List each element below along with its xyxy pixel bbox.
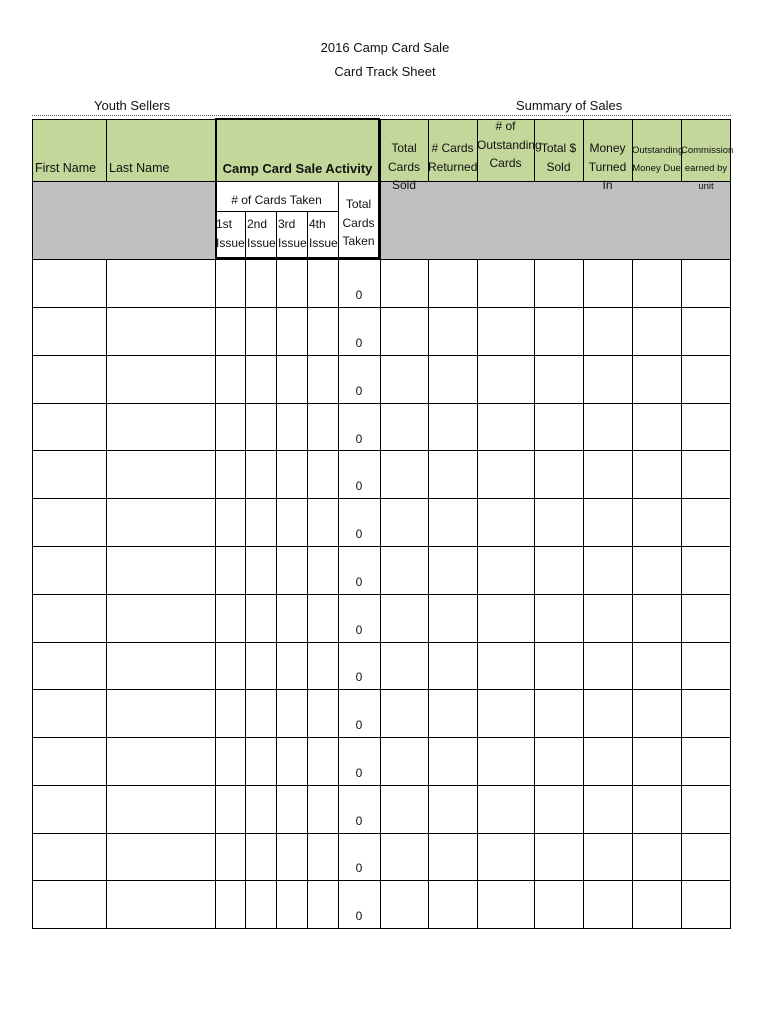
row-total-taken: 0: [355, 814, 363, 828]
row-total-taken: 0: [355, 766, 363, 780]
col-commission-l1: Commission: [681, 145, 734, 156]
col-commission-l2: earned by unit: [684, 163, 728, 193]
col-total-dollar-sold-l2: Sold: [546, 159, 571, 174]
col-outstanding-cards: [477, 117, 542, 173]
col-money-turned-in-l1: Money: [589, 141, 626, 155]
col-issue-4-l1: 4th: [309, 217, 326, 231]
col-outstanding-money-due-l2: Money Due: [632, 163, 681, 175]
col-issue-3-l1: 3rd: [278, 217, 296, 231]
col-last-name: Last Name: [109, 161, 170, 175]
row-total-taken: 0: [355, 623, 363, 637]
col-outstanding-cards-l3: Cards: [489, 156, 522, 171]
col-issue-3-l2: Issue: [278, 235, 307, 250]
sheet-title: 2016 Camp Card Sale: [320, 40, 450, 55]
col-cards-returned-l1: # Cards: [431, 141, 474, 155]
col-cards-returned-l2: Returned: [428, 159, 478, 174]
col-total-dollar-sold: [534, 139, 583, 176]
col-issue-1-l1: 1st: [216, 217, 233, 231]
row-total-taken: 0: [355, 384, 363, 398]
col-total-cards-taken-l2: Cards: [342, 215, 375, 230]
row-total-taken: 0: [355, 288, 363, 302]
col-total-cards-taken: [338, 195, 379, 251]
col-total-dollar-sold-l1: Total $: [540, 141, 577, 155]
col-commission: [681, 142, 734, 196]
col-total-cards-taken-l1: Total: [345, 197, 372, 211]
row-total-taken: 0: [355, 479, 363, 493]
sheet-subtitle: Card Track Sheet: [334, 64, 436, 79]
col-money-turned-in-l2: Turned In: [588, 159, 627, 193]
row-total-taken: 0: [355, 861, 363, 875]
summary-of-sales-label: Summary of Sales: [516, 98, 623, 113]
row-total-taken: 0: [355, 909, 363, 923]
col-issue-2-l1: 2nd: [247, 217, 268, 231]
col-total-cards-sold: [380, 139, 428, 195]
youth-sellers-label: Youth Sellers: [94, 98, 171, 113]
col-outstanding-money-due: [632, 142, 684, 178]
col-issue-1-l2: Issue: [216, 235, 245, 250]
row-total-taken: 0: [355, 575, 363, 589]
cards-taken-group-label: # of Cards Taken: [231, 193, 322, 207]
col-issue-4: [309, 215, 339, 252]
row-total-taken: 0: [355, 670, 363, 684]
col-money-turned-in: [583, 139, 632, 195]
col-issue-3: [278, 215, 308, 252]
row-total-taken: 0: [355, 718, 363, 732]
col-cards-returned: [428, 139, 477, 176]
row-total-taken: 0: [355, 336, 363, 350]
col-outstanding-cards-l2: Outstanding: [477, 137, 542, 152]
col-activity: Camp Card Sale Activity: [222, 161, 373, 176]
row-total-taken: 0: [355, 527, 363, 541]
col-total-cards-taken-l3: Taken: [342, 234, 375, 249]
row-total-taken: 0: [355, 432, 363, 446]
col-issue-2-l2: Issue: [247, 235, 276, 250]
col-issue-1: [216, 215, 246, 252]
col-outstanding-money-due-l1: Outstanding: [632, 145, 684, 156]
col-outstanding-cards-l1: # of: [495, 119, 516, 133]
col-total-cards-sold-l1: Total Cards: [387, 141, 420, 174]
col-issue-2: [247, 215, 277, 252]
col-total-cards-sold-l2: Sold: [391, 178, 417, 193]
col-first-name: First Name: [35, 161, 97, 175]
col-issue-4-l2: Issue: [309, 235, 338, 250]
